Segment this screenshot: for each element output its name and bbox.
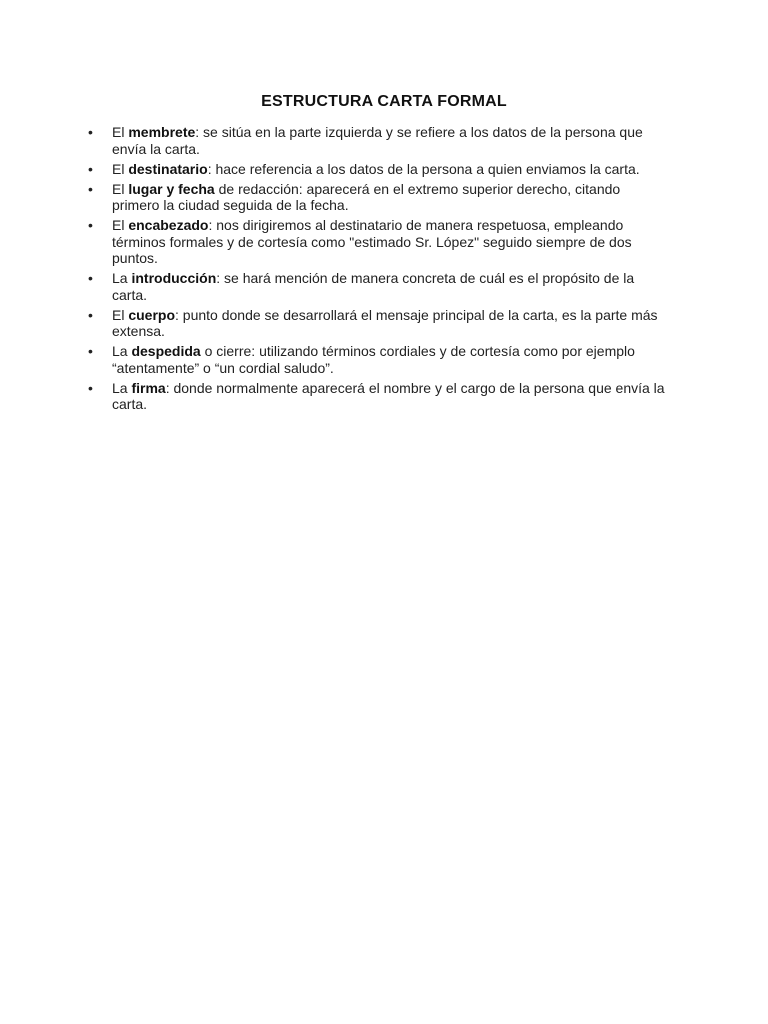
list-item (88, 161, 668, 178)
item-prefix: La (112, 343, 132, 359)
list-item (88, 270, 668, 303)
bullet-icon: • (88, 379, 93, 396)
item-term: despedida (131, 343, 201, 359)
item-term: destinatario (128, 160, 208, 177)
list-item (88, 343, 668, 376)
bullet-icon: • (88, 160, 93, 177)
bullet-icon: • (88, 217, 93, 233)
list-item (88, 124, 668, 157)
item-term: cuerpo (128, 306, 176, 323)
item-prefix: La (112, 270, 132, 286)
item-prefix: El (112, 124, 129, 140)
item-description: : nos dirigiremos al destinatario de manera respetuosa, empleando términos formales y de cortesía como "estimado Sr. López" seguido siempre de dos puntos. (112, 217, 632, 266)
item-term: membrete (128, 124, 196, 140)
bullet-icon: • (88, 306, 93, 323)
item-prefix: La (112, 379, 132, 396)
item-term: lugar y fecha (128, 180, 215, 197)
item-description: : se sitúa en la parte izquierda y se refiere a los datos de la persona que envía la carta. (112, 124, 643, 157)
item-description: o cierre: utilizando términos cordiales y de cortesía como por ejemplo “atentamente” o “un cordial saludo”. (112, 343, 635, 376)
item-term: encabezado (128, 217, 209, 233)
item-description: : se hará mención de manera concreta de cuál es el propósito de la carta. (112, 270, 635, 303)
list-item (88, 380, 668, 413)
item-prefix: El (112, 160, 129, 177)
bullet-icon: • (88, 124, 93, 140)
structure-list (88, 124, 668, 416)
item-prefix: El (112, 306, 129, 323)
item-description: de redacción: aparecerá en el extremo superior derecho, citando primero la ciudad seguida de la fecha. (112, 180, 621, 213)
item-prefix: El (112, 217, 129, 233)
item-description: : hace referencia a los datos de la persona a quien enviamos la carta. (207, 160, 640, 177)
list-item (88, 307, 668, 340)
bullet-icon: • (88, 270, 93, 286)
list-item (88, 217, 668, 267)
item-prefix: El (112, 180, 129, 197)
bullet-icon: • (88, 180, 93, 197)
item-description: : punto donde se desarrollará el mensaje principal de la carta, es la parte más extensa. (112, 306, 658, 339)
bullet-icon: • (88, 343, 93, 359)
page-title: ESTRUCTURA CARTA FORMAL (261, 93, 507, 110)
list-item (88, 181, 668, 214)
item-description: : donde normalmente aparecerá el nombre y el cargo de la persona que envía la carta. (112, 379, 665, 412)
item-term: firma (131, 379, 166, 396)
item-term: introducción (131, 270, 217, 286)
